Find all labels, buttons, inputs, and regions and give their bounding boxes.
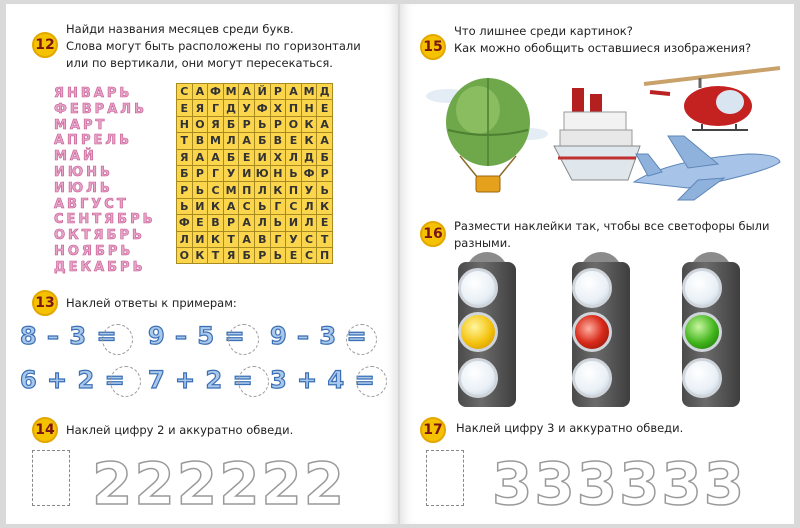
task-13-text: Наклей ответы к примерам: bbox=[66, 296, 237, 310]
month-word: ФЕВРАЛЬ bbox=[54, 101, 147, 117]
helicopter-picture bbox=[640, 62, 790, 142]
grid-row bbox=[177, 116, 333, 132]
grid-cell[interactable]: Ф bbox=[301, 165, 317, 181]
grid-cell[interactable]: Ь bbox=[270, 247, 286, 263]
example-1: 8 – 3 = bbox=[20, 322, 118, 350]
grid-row bbox=[177, 215, 333, 231]
tracing-digits-3: 333333 bbox=[492, 450, 747, 518]
grid-cell[interactable]: Ь bbox=[270, 215, 286, 231]
grid-cell[interactable]: Д bbox=[301, 149, 317, 165]
grid-cell[interactable]: К bbox=[208, 198, 224, 214]
grid-row bbox=[177, 165, 333, 181]
grid-row bbox=[177, 182, 333, 198]
grid-cell[interactable]: У bbox=[239, 100, 255, 116]
month-word: ИЮЛЬ bbox=[54, 180, 113, 196]
lamp-slot[interactable] bbox=[682, 268, 722, 308]
grid-cell[interactable]: Ю bbox=[255, 167, 269, 181]
grid-cell[interactable]: Х bbox=[270, 100, 286, 116]
grid-cell[interactable]: Р bbox=[223, 215, 239, 231]
grid-cell[interactable]: Р bbox=[270, 116, 286, 132]
grid-cell[interactable]: Я bbox=[177, 149, 193, 165]
grid-cell[interactable]: Н bbox=[177, 116, 193, 132]
grid-cell[interactable]: Ф bbox=[254, 100, 270, 116]
grid-cell[interactable]: А bbox=[239, 133, 255, 149]
grid-cell[interactable]: Л bbox=[301, 198, 317, 214]
grid-cell[interactable]: С bbox=[239, 198, 255, 214]
lamp-slot[interactable] bbox=[458, 358, 498, 398]
grid-cell[interactable]: И bbox=[286, 215, 302, 231]
grid-cell[interactable]: Р bbox=[239, 116, 255, 132]
grid-cell[interactable]: К bbox=[317, 198, 333, 214]
month-word: АПРЕЛЬ bbox=[54, 133, 133, 149]
grid-cell[interactable]: В bbox=[192, 133, 208, 149]
grid-cell[interactable]: А bbox=[239, 231, 255, 247]
grid-cell[interactable]: О bbox=[286, 116, 302, 132]
month-list bbox=[54, 86, 156, 276]
grid-cell[interactable]: Л bbox=[254, 182, 270, 198]
grid-cell[interactable]: Б bbox=[317, 149, 333, 165]
digit-sticker-slot[interactable] bbox=[32, 450, 70, 506]
lamp-yellow bbox=[458, 312, 498, 352]
grid-cell[interactable]: Р bbox=[192, 165, 208, 181]
grid-cell[interactable]: Б bbox=[177, 165, 193, 181]
grid-cell[interactable]: А bbox=[286, 84, 302, 100]
grid-cell[interactable]: В bbox=[208, 215, 224, 231]
grid-cell[interactable]: Е bbox=[286, 247, 302, 263]
task-12-text bbox=[66, 21, 361, 72]
lamp-green bbox=[682, 312, 722, 352]
grid-cell[interactable]: И bbox=[254, 149, 270, 165]
grid-cell[interactable]: С bbox=[208, 182, 224, 198]
hot-air-balloon-picture bbox=[420, 70, 550, 200]
grid-cell[interactable]: Л bbox=[223, 133, 239, 149]
grid-cell[interactable]: Г bbox=[270, 198, 286, 214]
grid-cell[interactable]: Ь bbox=[317, 182, 333, 198]
grid-cell[interactable]: М bbox=[223, 84, 239, 100]
task-12-badge: 12 bbox=[32, 32, 58, 58]
lamp-slot[interactable] bbox=[458, 268, 498, 308]
month-word: МАЙ bbox=[54, 149, 97, 165]
answer-sticker-slot-4[interactable] bbox=[110, 366, 141, 397]
airplane-picture bbox=[628, 132, 788, 202]
grid-cell[interactable]: И bbox=[192, 198, 208, 214]
grid-cell[interactable]: Т bbox=[317, 231, 333, 247]
grid-cell[interactable]: А bbox=[223, 198, 239, 214]
month-word: СЕНТЯБРЬ bbox=[54, 212, 156, 228]
grid-row bbox=[177, 100, 333, 116]
example-6: 3 + 4 = bbox=[270, 366, 376, 394]
grid-cell[interactable]: О bbox=[177, 247, 193, 263]
grid-cell[interactable]: Л bbox=[177, 231, 193, 247]
month-word: МАРТ bbox=[54, 117, 108, 133]
grid-cell[interactable]: Г bbox=[270, 231, 286, 247]
grid-cell[interactable]: К bbox=[301, 133, 317, 149]
grid-cell[interactable]: У bbox=[286, 231, 302, 247]
example-4: 6 + 2 = bbox=[20, 366, 126, 394]
grid-cell[interactable]: К bbox=[301, 116, 317, 132]
answer-sticker-slot-3[interactable] bbox=[346, 324, 377, 355]
task-15-line1: Что лишнее среди картинок? bbox=[454, 24, 633, 38]
right-page bbox=[400, 4, 794, 524]
grid-cell[interactable]: А bbox=[192, 84, 208, 100]
grid-cell[interactable]: Л bbox=[286, 149, 302, 165]
grid-cell[interactable]: Е bbox=[317, 100, 333, 116]
task-12-line3: или по вертикали, они могут пересекаться. bbox=[66, 56, 333, 70]
lamp-slot[interactable] bbox=[682, 358, 722, 398]
month-word: АВГУСТ bbox=[54, 196, 129, 212]
grid-cell[interactable]: А bbox=[317, 116, 333, 132]
grid-cell[interactable]: В bbox=[254, 231, 270, 247]
grid-cell[interactable]: Ь bbox=[286, 165, 302, 181]
answer-sticker-slot-2[interactable] bbox=[228, 324, 259, 355]
month-word: ОКТЯБРЬ bbox=[54, 228, 145, 244]
grid-cell[interactable]: Я bbox=[223, 247, 239, 263]
answer-sticker-slot-5[interactable] bbox=[238, 366, 269, 397]
month-word: ДЕКАБРЬ bbox=[54, 259, 146, 275]
grid-cell[interactable]: Ь bbox=[192, 182, 208, 198]
grid-cell[interactable]: Т bbox=[177, 133, 193, 149]
grid-cell[interactable]: К bbox=[192, 247, 208, 263]
grid-row bbox=[177, 247, 333, 263]
grid-cell[interactable]: И bbox=[192, 231, 208, 247]
grid-cell[interactable]: Е bbox=[239, 149, 255, 165]
grid-cell[interactable]: Я bbox=[192, 100, 208, 116]
grid-row bbox=[177, 198, 333, 214]
grid-cell[interactable]: Й bbox=[254, 84, 270, 100]
grid-cell[interactable]: Е bbox=[317, 215, 333, 231]
task-17-text: Наклей цифру 3 и аккуратно обведи. bbox=[456, 421, 684, 435]
grid-cell[interactable]: С bbox=[286, 198, 302, 214]
grid-cell[interactable]: П bbox=[317, 247, 333, 263]
digit-sticker-slot[interactable] bbox=[426, 450, 464, 506]
grid-cell[interactable]: А bbox=[208, 149, 224, 165]
grid-cell[interactable]: И bbox=[239, 165, 255, 181]
grid-cell[interactable]: У bbox=[223, 165, 239, 181]
grid-cell[interactable]: Е bbox=[192, 215, 208, 231]
grid-cell[interactable]: Г bbox=[208, 165, 224, 181]
grid-cell[interactable]: Л bbox=[301, 215, 317, 231]
grid-cell[interactable]: У bbox=[301, 182, 317, 198]
grid-cell[interactable]: Т bbox=[223, 231, 239, 247]
task-14-text: Наклей цифру 2 и аккуратно обведи. bbox=[66, 423, 294, 437]
grid-cell[interactable]: Ф bbox=[208, 84, 224, 100]
task-12-line2: Слова могут быть расположены по горизонтали bbox=[66, 39, 361, 53]
grid-cell[interactable]: Ь bbox=[254, 198, 270, 214]
task-16-line1: Размести наклейки так, чтобы все светофоры были bbox=[454, 219, 770, 233]
grid-cell[interactable]: Г bbox=[208, 100, 224, 116]
grid-cell[interactable]: С bbox=[301, 247, 317, 263]
grid-cell[interactable]: Д bbox=[223, 100, 239, 116]
grid-cell[interactable]: Б bbox=[223, 116, 239, 132]
example-3: 9 – 3 = bbox=[270, 322, 368, 350]
letter-grid bbox=[176, 83, 333, 264]
grid-cell[interactable]: Б bbox=[254, 133, 270, 149]
task-15-text bbox=[454, 23, 751, 57]
lamp-slot[interactable] bbox=[572, 358, 612, 398]
task-16-badge: 16 bbox=[420, 221, 446, 247]
tracing-digits-2: 222222 bbox=[92, 450, 347, 518]
grid-cell[interactable]: Ф bbox=[177, 215, 193, 231]
task-12-line1: Найди названия месяцев среди букв. bbox=[66, 22, 294, 36]
grid-cell[interactable]: Х bbox=[270, 149, 286, 165]
grid-cell[interactable]: Е bbox=[177, 100, 193, 116]
grid-cell[interactable]: М bbox=[301, 84, 317, 100]
grid-cell[interactable]: Б bbox=[223, 149, 239, 165]
answer-sticker-slot-1[interactable] bbox=[102, 324, 133, 355]
example-2: 9 – 5 = bbox=[148, 322, 246, 350]
grid-row bbox=[177, 133, 333, 149]
task-15-line2: Как можно обобщить оставшиеся изображения? bbox=[454, 41, 752, 55]
grid-cell[interactable]: Н bbox=[270, 165, 286, 181]
lamp-slot[interactable] bbox=[572, 268, 612, 308]
grid-cell[interactable]: Р bbox=[270, 84, 286, 100]
task-13-badge: 13 bbox=[32, 290, 58, 316]
grid-cell[interactable]: Б bbox=[239, 247, 255, 263]
left-page bbox=[6, 4, 398, 524]
grid-cell[interactable]: М bbox=[208, 133, 224, 149]
grid-cell[interactable]: Р bbox=[317, 165, 333, 181]
task-14-badge: 14 bbox=[32, 417, 58, 443]
month-word: НОЯБРЬ bbox=[54, 243, 134, 259]
grid-cell[interactable]: А bbox=[239, 215, 255, 231]
task-16-line2: разными. bbox=[454, 236, 511, 250]
grid-cell[interactable]: К bbox=[208, 231, 224, 247]
grid-cell[interactable]: Н bbox=[301, 100, 317, 116]
grid-cell[interactable]: Д bbox=[317, 84, 333, 100]
task-16-text bbox=[454, 218, 770, 252]
grid-cell[interactable]: К bbox=[270, 182, 286, 198]
grid-cell[interactable]: Р bbox=[177, 182, 193, 198]
grid-cell[interactable]: Ь bbox=[177, 198, 193, 214]
grid-cell[interactable]: С bbox=[301, 231, 317, 247]
grid-cell[interactable]: П bbox=[286, 100, 302, 116]
month-word: ИЮНЬ bbox=[54, 164, 113, 180]
grid-cell[interactable]: Ь bbox=[254, 116, 270, 132]
answer-sticker-slot-6[interactable] bbox=[356, 366, 387, 397]
month-word: ЯНВАРЬ bbox=[54, 86, 133, 101]
grid-cell[interactable]: С bbox=[177, 84, 193, 100]
grid-cell[interactable]: П bbox=[239, 182, 255, 198]
grid-cell[interactable]: О bbox=[192, 116, 208, 132]
grid-cell[interactable]: Е bbox=[286, 133, 302, 149]
grid-row bbox=[177, 84, 333, 100]
grid-cell[interactable]: А bbox=[317, 133, 333, 149]
lamp-red bbox=[572, 312, 612, 352]
grid-cell[interactable]: Т bbox=[208, 247, 224, 263]
task-15-badge: 15 bbox=[420, 34, 446, 60]
example-5: 7 + 2 = bbox=[148, 366, 254, 394]
grid-cell[interactable]: А bbox=[239, 84, 255, 100]
grid-row bbox=[177, 149, 333, 165]
grid-cell[interactable]: А bbox=[192, 149, 208, 165]
grid-cell[interactable]: В bbox=[270, 133, 286, 149]
grid-row bbox=[177, 231, 333, 247]
grid-cell[interactable]: П bbox=[286, 182, 302, 198]
grid-cell[interactable]: Р bbox=[254, 247, 270, 263]
grid-cell[interactable]: М bbox=[223, 182, 239, 198]
grid-cell[interactable]: Л bbox=[254, 215, 270, 231]
grid-cell[interactable]: Я bbox=[208, 116, 224, 132]
task-17-badge: 17 bbox=[420, 417, 446, 443]
